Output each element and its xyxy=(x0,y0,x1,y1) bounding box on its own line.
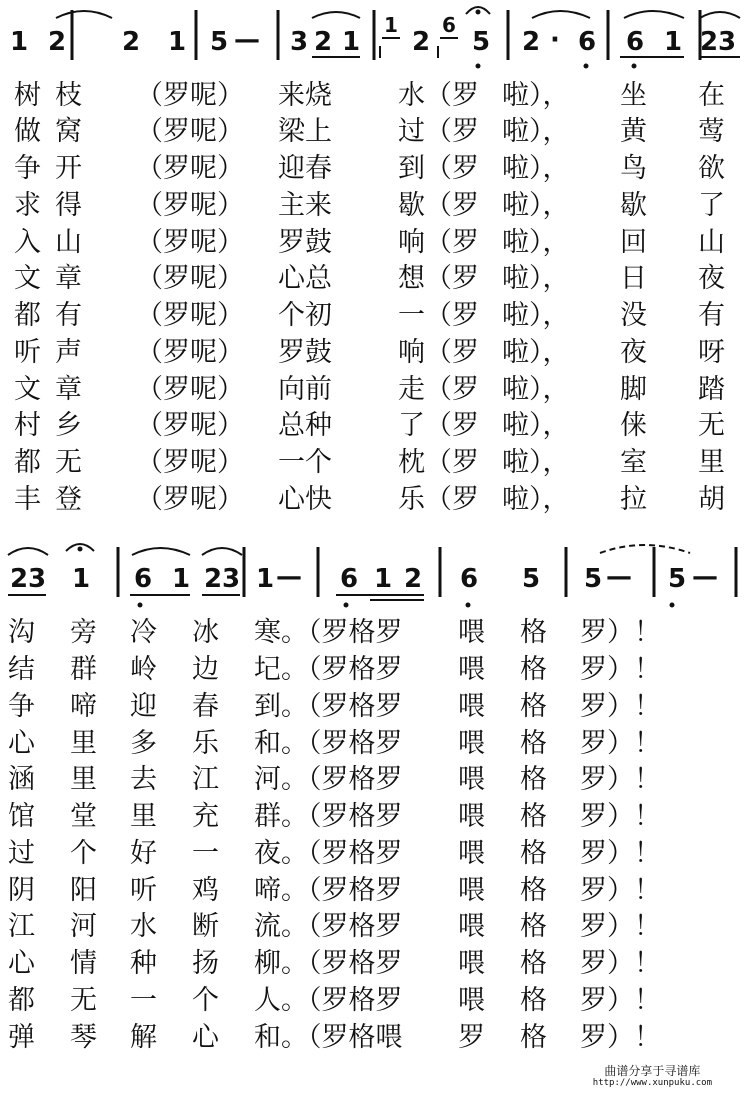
lyric-a: 树枝 xyxy=(14,80,96,111)
note: 1 xyxy=(342,27,361,57)
lyric-e: 啦）， xyxy=(502,153,570,184)
lyric-row xyxy=(0,1020,750,1056)
lyric-word: 春 xyxy=(192,691,219,722)
note: 1 xyxy=(172,564,191,594)
lyric-c: 迎春 xyxy=(278,153,332,184)
note: 5 xyxy=(472,27,491,57)
lyric-word: 冷 xyxy=(130,617,157,648)
note: 6 xyxy=(134,564,153,594)
lyric-row xyxy=(0,188,750,224)
lyric-word: 格 xyxy=(520,654,547,685)
lyric-word: 个 xyxy=(70,838,97,869)
lyric-row xyxy=(0,873,750,909)
lyric-word: 阳 xyxy=(70,875,97,906)
lyric-word: 心 xyxy=(8,728,35,759)
lyric-word: 格 xyxy=(520,948,547,979)
note: 3 xyxy=(222,564,241,594)
note: 6 xyxy=(578,27,597,57)
lyric-word: 格 xyxy=(520,1022,547,1053)
lyric-word: 涵 xyxy=(8,764,35,795)
lyric-e: 啦）， xyxy=(502,484,570,515)
lyric-a: 村乡 xyxy=(14,410,96,441)
lyric-a: 做窝 xyxy=(14,116,96,147)
lyric-b: （罗呢） xyxy=(136,337,244,368)
lyric-word: 罗）！ xyxy=(580,691,661,722)
lyric-word: 喂 xyxy=(458,948,485,979)
lyric-word: 格 xyxy=(520,728,547,759)
lyric-word: 啼 xyxy=(70,691,97,722)
lyric-word: 啼。（罗格罗 xyxy=(254,875,403,906)
lyric-c: 一个 xyxy=(278,447,332,478)
note-dash: — xyxy=(234,25,260,55)
lyric-f: 坐 xyxy=(620,80,647,111)
lyric-c: 心快 xyxy=(278,484,332,515)
lyric-word: 格 xyxy=(520,801,547,832)
lyric-word: 格 xyxy=(520,691,547,722)
lyric-d: 到（罗 xyxy=(398,153,479,184)
lyric-b: （罗呢） xyxy=(136,153,244,184)
lyric-word: 去 xyxy=(130,764,157,795)
lyric-word: 到。（罗格罗 xyxy=(254,691,403,722)
lyric-a: 文章 xyxy=(14,263,96,294)
lyric-row xyxy=(0,946,750,982)
note: 2 xyxy=(122,27,141,57)
lyric-g: 山 xyxy=(698,227,725,258)
lyric-f: 黄 xyxy=(620,116,647,147)
lyric-word: 罗）！ xyxy=(580,911,661,942)
lyric-word: 鸡 xyxy=(192,875,219,906)
lyric-c: 心总 xyxy=(278,263,332,294)
note: 1 xyxy=(168,27,187,57)
lyric-word: 喂 xyxy=(458,801,485,832)
note: 6 xyxy=(340,564,359,594)
lyric-word: 弹 xyxy=(8,1022,35,1053)
lyric-f: 俫 xyxy=(620,410,647,441)
note: 1 xyxy=(72,564,91,594)
lyric-row xyxy=(0,652,750,688)
lyric-word: 格 xyxy=(520,617,547,648)
lyric-word: 里 xyxy=(70,728,97,759)
notation-line-2 xyxy=(0,535,750,620)
lyric-a: 都无 xyxy=(14,447,96,478)
lyric-b: （罗呢） xyxy=(136,374,244,405)
lyric-e: 啦）， xyxy=(502,263,570,294)
lyric-e: 啦）， xyxy=(502,190,570,221)
lyric-b: （罗呢） xyxy=(136,190,244,221)
fraction-num: 1 xyxy=(384,13,398,37)
lyric-word: 里 xyxy=(130,801,157,832)
lyric-word: 罗）！ xyxy=(580,801,661,832)
note: 2 xyxy=(48,27,67,57)
lyric-row xyxy=(0,151,750,187)
lyric-word: 都 xyxy=(8,985,35,1016)
lyric-word: 格 xyxy=(520,838,547,869)
lyric-word: 争 xyxy=(8,691,35,722)
note: 5 xyxy=(522,564,541,594)
lyric-row xyxy=(0,762,750,798)
lyric-row xyxy=(0,909,750,945)
lyric-word: 一 xyxy=(130,985,157,1016)
lyric-b: （罗呢） xyxy=(136,410,244,441)
lyric-row xyxy=(0,78,750,114)
note: 2 xyxy=(700,27,719,57)
lyric-word: 里 xyxy=(70,764,97,795)
lyric-f: 歇 xyxy=(620,190,647,221)
lyric-word: 馆 xyxy=(8,801,35,832)
lyric-word: 充 xyxy=(192,801,219,832)
lyric-word: 和。（罗格罗 xyxy=(254,728,403,759)
watermark xyxy=(593,1064,712,1089)
lyric-d: 响（罗 xyxy=(398,337,479,368)
lyric-word: 喂 xyxy=(458,654,485,685)
lyric-b: （罗呢） xyxy=(136,263,244,294)
lyric-f: 没 xyxy=(620,300,647,331)
lyric-b: （罗呢） xyxy=(136,447,244,478)
lyric-f: 室 xyxy=(620,447,647,478)
lyric-g: 有 xyxy=(698,300,725,331)
lyric-word: 多 xyxy=(130,728,157,759)
lyric-d: 枕（罗 xyxy=(398,447,479,478)
lyric-a: 丰登 xyxy=(14,484,96,515)
note: 1 xyxy=(256,564,275,594)
lyric-word: 边 xyxy=(192,654,219,685)
lyric-word: 个 xyxy=(192,985,219,1016)
lyric-word: 断 xyxy=(192,911,219,942)
lyric-row xyxy=(0,689,750,725)
lyric-d: 歇（罗 xyxy=(398,190,479,221)
lyric-g: 踏 xyxy=(698,374,725,405)
lyric-word: 格 xyxy=(520,764,547,795)
lyric-word: 罗 xyxy=(458,1022,485,1053)
lyric-word: 喂 xyxy=(458,728,485,759)
lyric-g: 莺 xyxy=(698,116,725,147)
lyric-word: 水 xyxy=(130,911,157,942)
watermark-title: 曲谱分享于寻谱库 xyxy=(604,1064,701,1078)
lyric-c: 主来 xyxy=(278,190,332,221)
note: 3 xyxy=(718,27,737,57)
note-dash: — xyxy=(606,562,632,592)
note: 2 xyxy=(412,27,431,57)
lyric-g: 在 xyxy=(698,80,725,111)
lyric-word: 听 xyxy=(130,875,157,906)
lyric-word: 种 xyxy=(130,948,157,979)
lyric-d: 走（罗 xyxy=(398,374,479,405)
note-dot: · xyxy=(550,25,560,55)
lyric-word: 罗）！ xyxy=(580,654,661,685)
lyric-g: 胡 xyxy=(698,484,725,515)
lyric-row xyxy=(0,225,750,261)
lyric-word: 罗）！ xyxy=(580,985,661,1016)
lyric-word: 喂 xyxy=(458,875,485,906)
lyric-f: 夜 xyxy=(620,337,647,368)
lyric-e: 啦）， xyxy=(502,227,570,258)
notation-line-1 xyxy=(0,0,750,80)
note: 2 xyxy=(10,564,29,594)
lyric-word: 过 xyxy=(8,838,35,869)
lyric-word: 喂 xyxy=(458,764,485,795)
lyric-word: 情 xyxy=(70,948,97,979)
note: 1 xyxy=(374,564,393,594)
lyric-f: 回 xyxy=(620,227,647,258)
ties-line-2 xyxy=(8,545,690,555)
lyric-row xyxy=(0,983,750,1019)
note-dash: — xyxy=(692,562,718,592)
lyric-g: 了 xyxy=(698,190,725,221)
lyric-f: 拉 xyxy=(620,484,647,515)
lyric-word: 罗）！ xyxy=(580,617,661,648)
lyric-word: 流。（罗格罗 xyxy=(254,911,403,942)
lyric-word: 旁 xyxy=(70,617,97,648)
note: 2 xyxy=(314,27,333,57)
lyric-word: 喂 xyxy=(458,617,485,648)
lyric-word: 冰 xyxy=(192,617,219,648)
lyric-word: 喂 xyxy=(458,691,485,722)
lyric-d: 水（罗 xyxy=(398,80,479,111)
lyric-word: 群。（罗格罗 xyxy=(254,801,403,832)
lyric-g: 无 xyxy=(698,410,725,441)
lyric-a: 争开 xyxy=(14,153,96,184)
watermark-url[interactable]: http://www.xunpuku.com xyxy=(592,1078,712,1088)
lyric-row xyxy=(0,298,750,334)
lyric-word: 人。（罗格罗 xyxy=(254,985,403,1016)
lyric-word: 格 xyxy=(520,875,547,906)
note: 1 xyxy=(10,27,29,57)
lyric-row xyxy=(0,799,750,835)
lyric-c: 向前 xyxy=(278,374,332,405)
lyric-word: 夜。（罗格罗 xyxy=(254,838,403,869)
lyric-row xyxy=(0,335,750,371)
lyric-e: 啦）， xyxy=(502,374,570,405)
lyric-word: 寒。（罗格罗 xyxy=(254,617,403,648)
lyric-word: 罗）！ xyxy=(580,838,661,869)
lyric-word: 喂 xyxy=(458,911,485,942)
lyric-e: 啦）， xyxy=(502,410,570,441)
lyric-e: 啦）， xyxy=(502,337,570,368)
lyric-word: 圮。（罗格罗 xyxy=(254,654,403,685)
lyric-d: 想（罗 xyxy=(398,263,479,294)
lyric-word: 罗）！ xyxy=(580,764,661,795)
lyric-b: （罗呢） xyxy=(136,300,244,331)
lyric-word: 阴 xyxy=(8,875,35,906)
lyric-word: 好 xyxy=(130,838,157,869)
note: 5 xyxy=(584,564,603,594)
lyric-word: 无 xyxy=(70,985,97,1016)
lyric-b: （罗呢） xyxy=(136,116,244,147)
lyric-c: 罗鼓 xyxy=(278,337,332,368)
lyric-c: 罗鼓 xyxy=(278,227,332,258)
lyric-word: 格 xyxy=(520,985,547,1016)
ties-line-1 xyxy=(56,11,740,18)
lyric-word: 罗）！ xyxy=(580,875,661,906)
note: 2 xyxy=(404,564,423,594)
lyric-d: 乐（罗 xyxy=(398,484,479,515)
lyric-d: 了（罗 xyxy=(398,410,479,441)
lyric-g: 欲 xyxy=(698,153,725,184)
lyric-a: 听声 xyxy=(14,337,96,368)
lyric-word: 喂 xyxy=(458,838,485,869)
fraction-num: 6 xyxy=(442,13,456,37)
lyric-c: 总种 xyxy=(278,410,332,441)
lyric-word: 罗）！ xyxy=(580,1022,661,1053)
lyric-word: 柳。（罗格罗 xyxy=(254,948,403,979)
lyric-word: 堂 xyxy=(70,801,97,832)
note: 6 xyxy=(626,27,645,57)
lyric-row xyxy=(0,114,750,150)
lyric-word: 迎 xyxy=(130,691,157,722)
lyric-word: 河。（罗格罗 xyxy=(254,764,403,795)
lyric-word: 群 xyxy=(70,654,97,685)
note: 2 xyxy=(522,27,541,57)
lyric-word: 江 xyxy=(8,911,35,942)
lyric-word: 河 xyxy=(70,911,97,942)
note: 2 xyxy=(204,564,223,594)
note: 3 xyxy=(290,27,309,57)
lyric-f: 鸟 xyxy=(620,153,647,184)
lyric-d: 响（罗 xyxy=(398,227,479,258)
lyric-word: 罗）！ xyxy=(580,728,661,759)
underlines-line-2 xyxy=(8,595,424,600)
lyric-d: 一（罗 xyxy=(398,300,479,331)
lyric-word: 心 xyxy=(192,1022,219,1053)
lyric-e: 啦）， xyxy=(502,300,570,331)
lyric-b: （罗呢） xyxy=(136,80,244,111)
lyric-word: 琴 xyxy=(70,1022,97,1053)
lyric-e: 啦）， xyxy=(502,80,570,111)
note: 5 xyxy=(210,27,229,57)
lyric-c: 个初 xyxy=(278,300,332,331)
lyric-row xyxy=(0,372,750,408)
lyric-word: 罗）！ xyxy=(580,948,661,979)
lyric-a: 文章 xyxy=(14,374,96,405)
lyric-e: 啦）， xyxy=(502,116,570,147)
note: 1 xyxy=(664,27,683,57)
lyric-word: 结 xyxy=(8,654,35,685)
note: 5 xyxy=(668,564,687,594)
lyric-word: 和。（罗格喂 xyxy=(254,1022,403,1053)
lyric-word: 心 xyxy=(8,948,35,979)
lyric-row xyxy=(0,726,750,762)
lyric-word: 解 xyxy=(130,1022,157,1053)
lyric-a: 都有 xyxy=(14,300,96,331)
lyric-g: 呀 xyxy=(698,337,725,368)
lyric-row xyxy=(0,408,750,444)
lyric-row xyxy=(0,482,750,518)
lyric-a: 入山 xyxy=(14,227,96,258)
lyric-a: 求得 xyxy=(14,190,96,221)
note-dash: — xyxy=(276,562,302,592)
lyric-d: 过（罗 xyxy=(398,116,479,147)
lyric-word: 江 xyxy=(192,764,219,795)
lyric-word: 扬 xyxy=(192,948,219,979)
note: 3 xyxy=(28,564,47,594)
lyric-c: 来烧 xyxy=(278,80,332,111)
lyric-g: 夜 xyxy=(698,263,725,294)
lyric-word: 岭 xyxy=(130,654,157,685)
lyric-word: 一 xyxy=(192,838,219,869)
lyric-row xyxy=(0,261,750,297)
lyric-row xyxy=(0,615,750,651)
lyric-word: 格 xyxy=(520,911,547,942)
lyric-row xyxy=(0,836,750,872)
lyric-g: 里 xyxy=(698,447,725,478)
lyric-row xyxy=(0,445,750,481)
lyric-word: 沟 xyxy=(8,617,35,648)
lyric-c: 梁上 xyxy=(278,116,332,147)
lyric-b: （罗呢） xyxy=(136,484,244,515)
note: 6 xyxy=(460,564,479,594)
lyric-e: 啦）， xyxy=(502,447,570,478)
lyric-f: 日 xyxy=(620,263,647,294)
lyric-f: 脚 xyxy=(620,374,647,405)
lyric-word: 喂 xyxy=(458,985,485,1016)
lyric-word: 乐 xyxy=(192,728,219,759)
lyric-b: （罗呢） xyxy=(136,227,244,258)
